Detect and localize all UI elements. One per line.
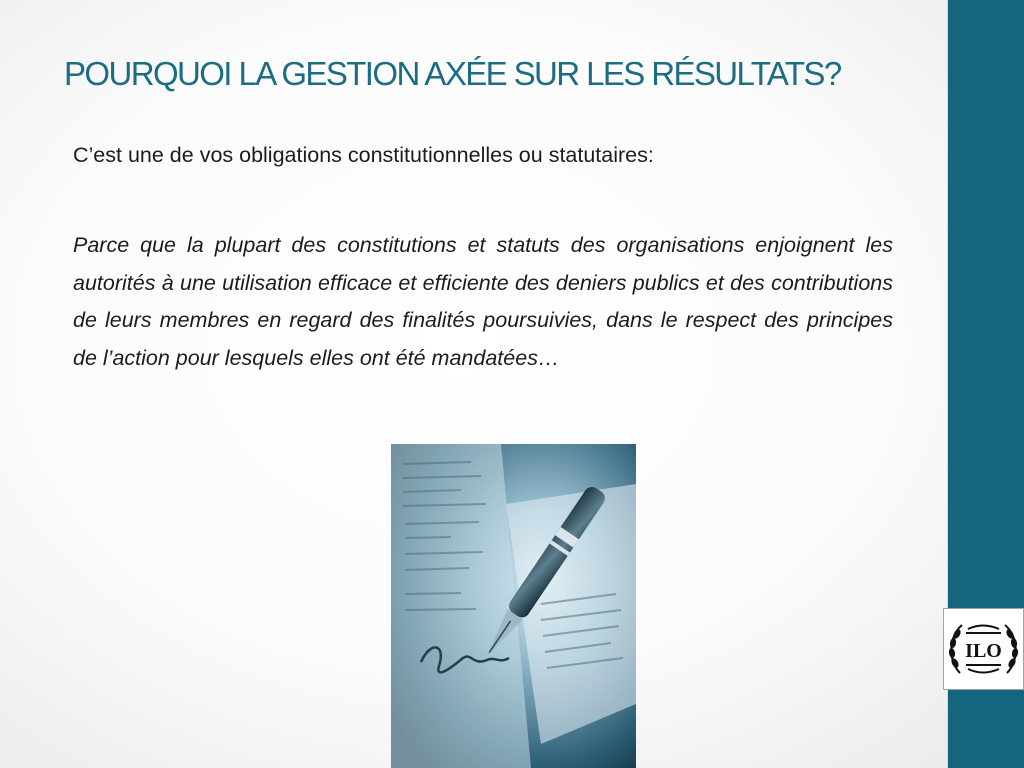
intro-text: C’est une de vos obligations constitutionnelles ou statutaires: <box>73 143 654 167</box>
body-text: Parce que la plupart des constitutions et statuts des organisations enjoignent les autorités à une utilisation efficace et efficiente des deniers publics et des contributions de leurs membres en regard des finalités poursuivies, dans le respect des principes de l’action pour lesquels elles ont été mandatées… <box>73 233 893 370</box>
pen-photo-illustration <box>391 444 636 768</box>
ilo-logo <box>943 608 1024 690</box>
logo-text: ILO <box>965 640 1002 662</box>
slide-title: POURQUOI LA GESTION AXÉE SUR LES RÉSULTATS? <box>64 55 841 92</box>
fountain-pen-document-image <box>391 444 636 768</box>
ilo-emblem-icon <box>944 609 1023 689</box>
